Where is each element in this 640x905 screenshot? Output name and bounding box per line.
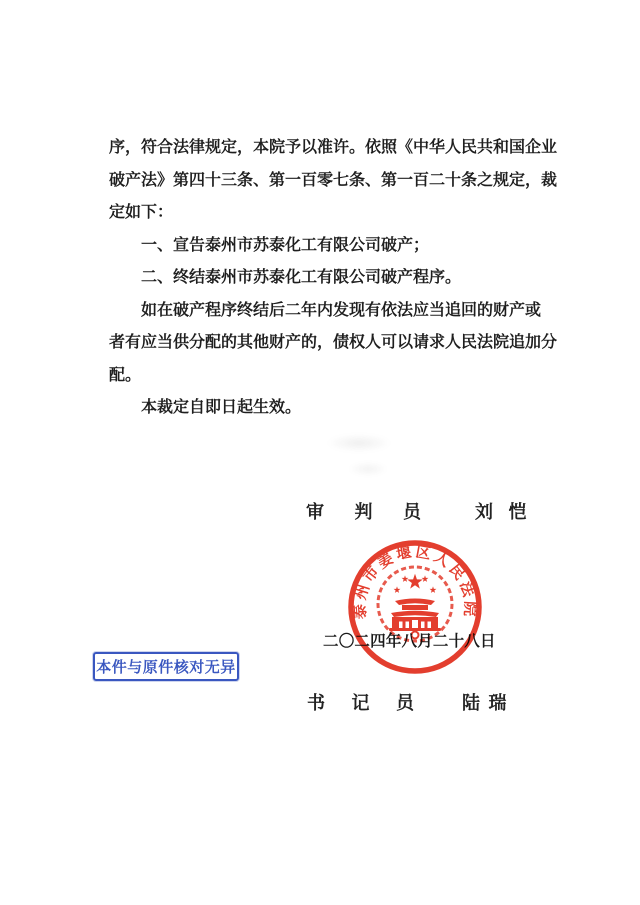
tiananmen-gate-icon (389, 599, 441, 632)
verification-stamp-text: 本件与原件核对无异 (96, 659, 236, 676)
clerk-title: 书 记 员 (307, 693, 414, 713)
body-line: 序，符合法律规定，本院予以准许。依照《中华人民共和国企业 (109, 139, 558, 156)
body-line-effective: 本裁定自即日起生效。 (141, 399, 302, 416)
big-star-icon (407, 574, 423, 589)
body-line: 配。 (109, 366, 142, 384)
scan-smudge (348, 462, 388, 476)
emblem-gear-icon (412, 632, 419, 639)
body-line-item-2: 二、终结泰州市苏泰化工有限公司破产程序。 (141, 269, 462, 286)
court-seal (345, 537, 485, 677)
judge-title: 审 判 员 (306, 502, 421, 522)
small-star-icon (394, 586, 401, 593)
small-star-icon (402, 575, 409, 582)
seal-court-name: 泰州市姜堰区人民法院 (351, 543, 479, 620)
ruling-body-text (109, 132, 569, 425)
judge-name: 刘 恺 (475, 502, 527, 522)
small-star-icon (422, 575, 429, 582)
body-line: 定如下： (109, 204, 174, 221)
body-line: 者有应当供分配的其他财产的，债权人可以请求人民法院追加分 (109, 334, 558, 351)
ruling-date: 二〇二四年八月二十八日 (323, 633, 496, 650)
body-line-item-1: 一、宣告泰州市苏泰化工有限公司破产； (141, 236, 430, 254)
scan-smudge (326, 434, 392, 452)
body-line: 如在破产程序终结后二年内发现有依法应当追回的财产或 (141, 301, 542, 319)
verification-stamp (93, 652, 239, 681)
body-line: 破产法》第四十三条、第一百零七条、第一百二十条之规定，裁 (109, 171, 558, 189)
small-star-icon (430, 586, 437, 593)
clerk-name: 陆 瑞 (462, 693, 507, 713)
